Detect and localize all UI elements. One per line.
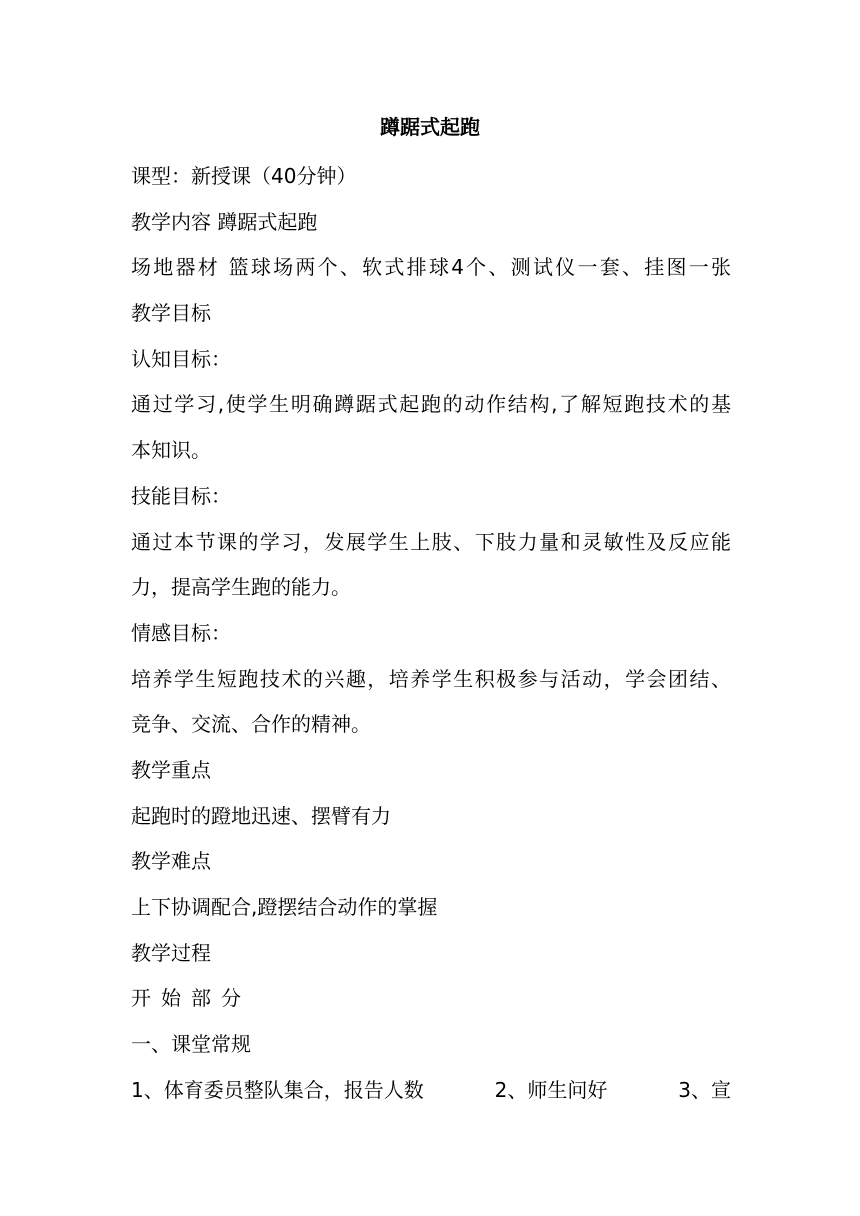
heading-difficulties: 教学难点 bbox=[131, 849, 211, 874]
heading-class-routine: 一、课堂常规 bbox=[131, 1032, 251, 1057]
routine-item-2: 2、师生问好 bbox=[494, 1077, 608, 1102]
cognitive-objective-line-1: 通过学习,使学生明确蹲踞式起跑的动作结构,了解短跑技术的基 bbox=[131, 392, 731, 417]
key-points-text: 起跑时的蹬地迅速、摆臂有力 bbox=[131, 803, 391, 828]
skill-objective-line-1: 通过本节课的学习，发展学生上肢、下肢力量和灵敏性及反应能 bbox=[131, 529, 731, 554]
cognitive-objective-line-2: 本知识。 bbox=[131, 438, 211, 463]
heading-cognitive-objective: 认知目标： bbox=[131, 346, 231, 371]
affective-objective-line-2: 竞争、交流、合作的精神。 bbox=[131, 712, 371, 737]
lesson-type: 课型：新授课（40分钟） bbox=[131, 164, 357, 188]
teaching-content: 教学内容 蹲踞式起跑 bbox=[131, 209, 318, 234]
routine-item-1: 1、体育委员整队集合，报告人数 bbox=[131, 1077, 424, 1102]
document-title: 蹲踞式起跑 bbox=[380, 115, 480, 139]
venue-equipment: 场地器材 篮球场两个、软式排球4个、测试仪一套、挂图一张 bbox=[131, 255, 731, 280]
document-body bbox=[131, 154, 731, 1113]
routine-items-line bbox=[131, 1068, 731, 1114]
routine-item-3: 3、宣 bbox=[678, 1077, 731, 1102]
skill-objective-line-2: 力，提高学生跑的能力。 bbox=[131, 575, 351, 600]
heading-affective-objective: 情感目标： bbox=[131, 620, 231, 645]
heading-skill-objective: 技能目标： bbox=[131, 483, 231, 508]
affective-objective-line-1: 培养学生短跑技术的兴趣，培养学生积极参与活动，学会团结、 bbox=[131, 666, 731, 691]
heading-key-points: 教学重点 bbox=[131, 757, 211, 782]
heading-teaching-process: 教学过程 bbox=[131, 940, 211, 965]
heading-teaching-objectives: 教学目标 bbox=[131, 301, 211, 326]
heading-opening-part: 开始部分 bbox=[131, 986, 251, 1011]
difficulties-text: 上下协调配合,蹬摆结合动作的掌握 bbox=[131, 895, 438, 919]
